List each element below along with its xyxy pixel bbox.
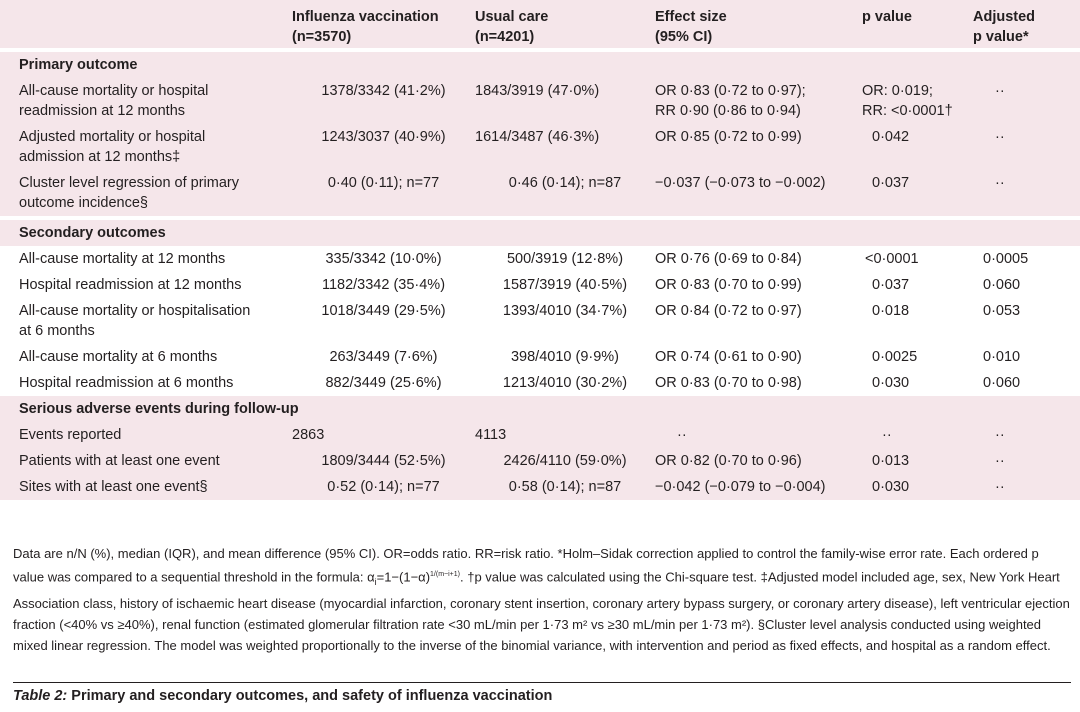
table-row <box>0 422 1080 448</box>
header-col-usual-care: Usual care (n=4201) <box>475 0 655 48</box>
header-col-adjusted-p: Adjusted p value* <box>973 0 1080 48</box>
row-label: Hospital readmission at 12 months <box>0 272 292 298</box>
header-col-p-value: p value <box>862 0 973 48</box>
cell-p-value: ·· <box>862 422 973 448</box>
row-label: All-cause mortality at 12 months <box>0 246 292 272</box>
table-row <box>0 272 1080 298</box>
cell-p-value: 0·037 <box>862 272 973 298</box>
cell-usual-care: 4113 <box>475 422 655 448</box>
row-label: Patients with at least one event <box>0 448 292 474</box>
cell-effect-size: OR 0·83 (0·70 to 0·98) <box>655 370 862 396</box>
table-row <box>0 170 1080 216</box>
table-row <box>0 298 1080 344</box>
table-caption: Table 2: Primary and secondary outcomes, and safety of influenza vaccination <box>13 688 553 704</box>
cell-adjusted-p: ·· <box>973 78 1080 124</box>
cell-effect-size: OR 0·84 (0·72 to 0·97) <box>655 298 862 344</box>
table-row <box>0 78 1080 124</box>
cell-vaccination: 1243/3037 (40·9%) <box>292 124 475 170</box>
table-footnotes: Data are n/N (%), median (IQR), and mean difference (95% CI). OR=odds ratio. RR=risk ratio. *Holm–Sidak correction applied to control the family-wise error rate. Each ordered p value was compared to a sequential threshold in the formula: $\alpha_i=1-(1-\alpha)^{1/(m-i+1)}$. †p value was calculated using the Chi-square test. ‡Adjusted model included age, sex, New York Heart Association class, history of ischaemic heart disease (myocardial infarction, coronary stent insertion, coronary artery bypass surgery, or coronary artery disease), left ventricular ejection fraction (<40% vs ≥40%), renal function (estimated glomerular filtration rate <30 mL/min per 1·73 m² vs ≥30 mL/min per 1·73 m²). §Cluster level analysis conducted using weighted mixed linear regression. The model was weighted proportionally to the inverse of the binomial variance, with intervention and period as fixed effects, and hospital as a random effect. <box>13 546 1070 653</box>
table-row <box>0 124 1080 170</box>
cell-vaccination: 1809/3444 (52·5%) <box>292 448 475 474</box>
cell-adjusted-p: 0·0005 <box>973 246 1080 272</box>
cell-usual-care: 0·46 (0·14); n=87 <box>475 170 655 216</box>
cell-p-value: 0·037 <box>862 170 973 216</box>
cell-usual-care: 398/4010 (9·9%) <box>475 344 655 370</box>
cell-p-value: 0·018 <box>862 298 973 344</box>
cell-vaccination: 0·40 (0·11); n=77 <box>292 170 475 216</box>
cell-vaccination: 335/3342 (10·0%) <box>292 246 475 272</box>
section-heading-secondary: Secondary outcomes <box>0 220 1080 246</box>
cell-usual-care: 1393/4010 (34·7%) <box>475 298 655 344</box>
header-col-vaccination: Influenza vaccination (n=3570) <box>292 0 475 48</box>
cell-p-value: OR: 0·019; RR: <0·0001† <box>862 78 973 124</box>
cell-effect-size: OR 0·83 (0·72 to 0·97); RR 0·90 (0·86 to 0·94) <box>655 78 862 124</box>
section-heading-primary: Primary outcome <box>0 52 1080 78</box>
cell-effect-size: ·· <box>655 422 862 448</box>
caption-rule <box>13 682 1071 683</box>
cell-effect-size: OR 0·83 (0·70 to 0·99) <box>655 272 862 298</box>
cell-p-value: 0·030 <box>862 370 973 396</box>
section-heading-adverse: Serious adverse events during follow-up <box>0 396 1080 422</box>
cell-usual-care: 1614/3487 (46·3%) <box>475 124 655 170</box>
row-label: Hospital readmission at 6 months <box>0 370 292 396</box>
cell-effect-size: OR 0·82 (0·70 to 0·96) <box>655 448 862 474</box>
row-label: All-cause mortality or hospitalisation at 6 months <box>0 298 292 344</box>
cell-effect-size: OR 0·74 (0·61 to 0·90) <box>655 344 862 370</box>
cell-effect-size: OR 0·85 (0·72 to 0·99) <box>655 124 862 170</box>
cell-usual-care: 1843/3919 (47·0%) <box>475 78 655 124</box>
cell-vaccination: 1182/3342 (35·4%) <box>292 272 475 298</box>
header-col-outcome <box>0 0 292 48</box>
cell-p-value: 0·0025 <box>862 344 973 370</box>
cell-effect-size: OR 0·76 (0·69 to 0·84) <box>655 246 862 272</box>
cell-vaccination: 1378/3342 (41·2%) <box>292 78 475 124</box>
cell-adjusted-p: 0·053 <box>973 298 1080 344</box>
table-row <box>0 474 1080 500</box>
cell-adjusted-p: ·· <box>973 422 1080 448</box>
cell-usual-care: 500/3919 (12·8%) <box>475 246 655 272</box>
row-label: Adjusted mortality or hospital admission at 12 months‡ <box>0 124 292 170</box>
row-label: All-cause mortality or hospital readmission at 12 months <box>0 78 292 124</box>
cell-usual-care: 2426/4110 (59·0%) <box>475 448 655 474</box>
table-header-row <box>0 0 1080 48</box>
cell-usual-care: 0·58 (0·14); n=87 <box>475 474 655 500</box>
cell-p-value: 0·042 <box>862 124 973 170</box>
cell-usual-care: 1213/4010 (30·2%) <box>475 370 655 396</box>
cell-effect-size: −0·042 (−0·079 to −0·004) <box>655 474 862 500</box>
cell-adjusted-p: 0·060 <box>973 272 1080 298</box>
cell-adjusted-p: 0·010 <box>973 344 1080 370</box>
cell-effect-size: −0·037 (−0·073 to −0·002) <box>655 170 862 216</box>
table-row <box>0 344 1080 370</box>
cell-p-value: <0·0001 <box>862 246 973 272</box>
cell-vaccination: 1018/3449 (29·5%) <box>292 298 475 344</box>
cell-vaccination: 882/3449 (25·6%) <box>292 370 475 396</box>
cell-adjusted-p: ·· <box>973 124 1080 170</box>
cell-adjusted-p: ·· <box>973 170 1080 216</box>
row-label: Cluster level regression of primary outcome incidence§ <box>0 170 292 216</box>
cell-usual-care: 1587/3919 (40·5%) <box>475 272 655 298</box>
row-label: Events reported <box>0 422 292 448</box>
cell-adjusted-p: 0·060 <box>973 370 1080 396</box>
cell-adjusted-p: ·· <box>973 448 1080 474</box>
header-col-effect-size: Effect size (95% CI) <box>655 0 862 48</box>
cell-p-value: 0·013 <box>862 448 973 474</box>
table-row <box>0 246 1080 272</box>
table-row <box>0 448 1080 474</box>
cell-vaccination: 2863 <box>292 422 475 448</box>
table-row <box>0 370 1080 396</box>
row-label: Sites with at least one event§ <box>0 474 292 500</box>
row-label: All-cause mortality at 6 months <box>0 344 292 370</box>
cell-vaccination: 0·52 (0·14); n=77 <box>292 474 475 500</box>
cell-adjusted-p: ·· <box>973 474 1080 500</box>
cell-p-value: 0·030 <box>862 474 973 500</box>
cell-vaccination: 263/3449 (7·6%) <box>292 344 475 370</box>
